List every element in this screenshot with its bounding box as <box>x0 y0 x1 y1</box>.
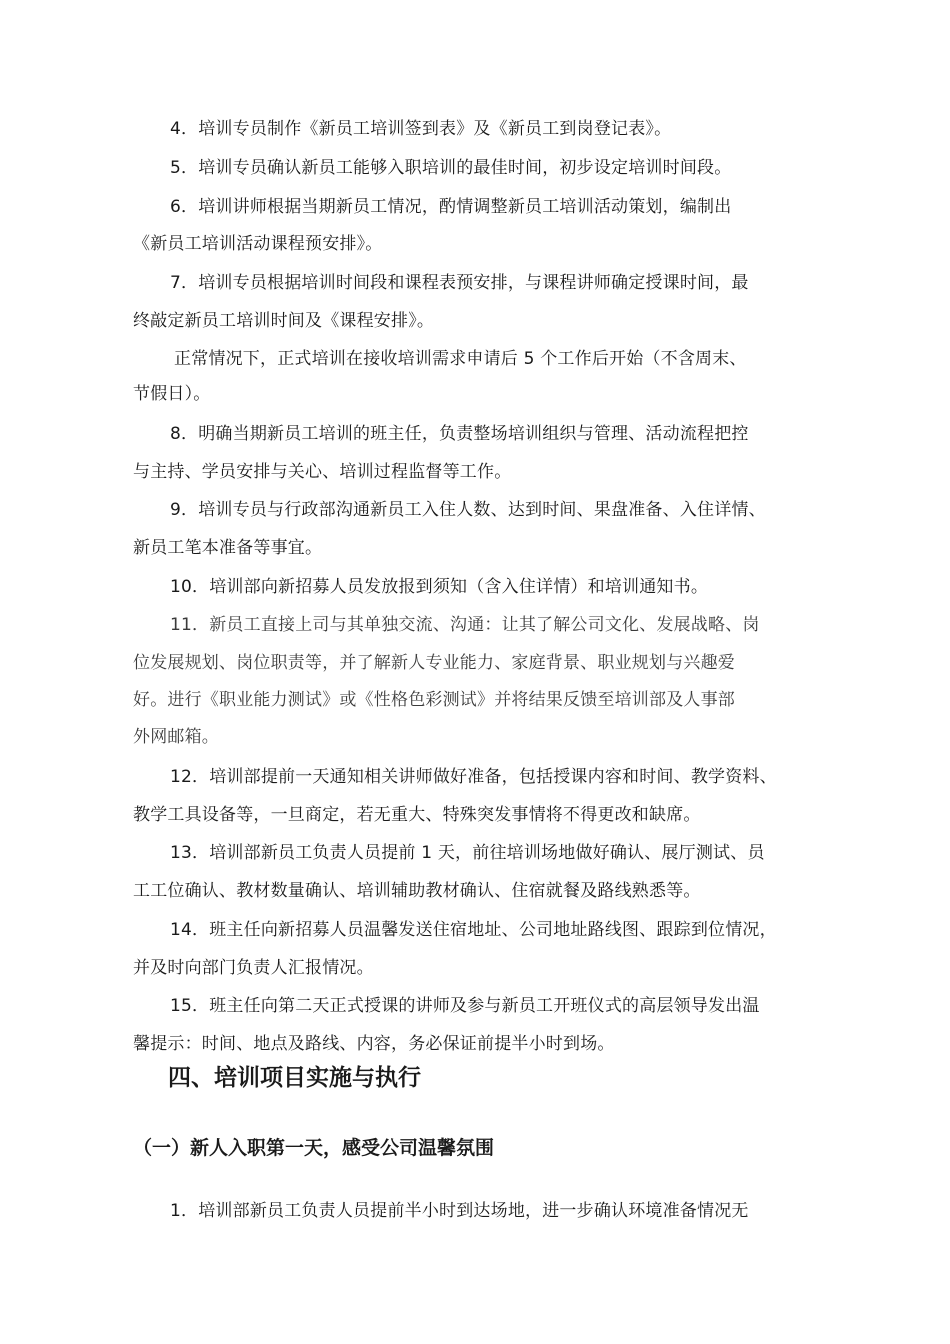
paragraph-line: 8．明确当期新员工培训的班主任，负责整场培训组织与管理、活动流程把控 <box>170 424 749 444</box>
paragraph-line: 工工位确认、教材数量确认、培训辅助教材确认、住宿就餐及路线熟悉等。 <box>133 881 701 901</box>
paragraph-line: 6．培训讲师根据当期新员工情况，酌情调整新员工培训活动策划，编制出 <box>170 197 732 217</box>
paragraph-line: 1．培训部新员工负责人员提前半小时到达场地，进一步确认环境准备情况无 <box>170 1201 749 1221</box>
paragraph-line: 12．培训部提前一天通知相关讲师做好准备，包括授课内容和时间、教学资料、 <box>170 767 777 787</box>
paragraph-line: 5．培训专员确认新员工能够入职培训的最佳时间，初步设定培训时间段。 <box>170 158 732 178</box>
paragraph-line: 14．班主任向新招募人员温馨发送住宿地址、公司地址路线图、跟踪到位情况， <box>170 920 777 940</box>
paragraph-line: 外网邮箱。 <box>133 727 219 747</box>
paragraph-line: 好。进行《职业能力测试》或《性格色彩测试》并将结果反馈至培训部及人事部 <box>133 690 735 710</box>
paragraph-line: 与主持、学员安排与关心、培训过程监督等工作。 <box>133 462 512 482</box>
paragraph-line: 15．班主任向第二天正式授课的讲师及参与新员工开班仪式的高层领导发出温 <box>170 996 760 1016</box>
paragraph-line: 新员工笔本准备等事宜。 <box>133 538 323 558</box>
subsection-heading: （一）新人入职第一天，感受公司温馨氛围 <box>133 1137 495 1159</box>
paragraph-line: 13．培训部新员工负责人员提前 1 天，前往培训场地做好确认、展厅测试、员 <box>170 843 765 863</box>
paragraph-line: 《新员工培训活动课程预安排》。 <box>133 234 383 254</box>
section-heading: 四、培训项目实施与执行 <box>168 1065 421 1091</box>
paragraph-line: 4．培训专员制作《新员工培训签到表》及《新员工到岗登记表》。 <box>170 119 672 139</box>
paragraph-line: 7．培训专员根据培训时间段和课程表预安排，与课程讲师确定授课时间，最 <box>170 273 749 293</box>
paragraph-line: 9．培训专员与行政部沟通新员工入住人数、达到时间、果盘准备、入住详情、 <box>170 500 766 520</box>
paragraph-line: 位发展规划、岗位职责等，并了解新人专业能力、家庭背景、职业规划与兴趣爱 <box>133 653 735 673</box>
paragraph-line: 10．培训部向新招募人员发放报到须知（含入住详情）和培训通知书。 <box>170 577 709 597</box>
paragraph-line: 馨提示：时间、地点及路线、内容，务必保证前提半小时到场。 <box>133 1034 615 1054</box>
paragraph-line: 并及时向部门负责人汇报情况。 <box>133 958 374 978</box>
paragraph-line: 11．新员工直接上司与其单独交流、沟通：让其了解公司文化、发展战略、岗 <box>170 615 760 635</box>
paragraph-line: 终敲定新员工培训时间及《课程安排》。 <box>133 311 435 331</box>
paragraph-line: 正常情况下，正式培训在接收培训需求申请后 5 个工作后开始（不含周末、 <box>174 349 747 369</box>
paragraph-line: 节假日）。 <box>133 384 211 404</box>
paragraph-line: 教学工具设备等，一旦商定，若无重大、特殊突发事情将不得更改和缺席。 <box>133 805 701 825</box>
